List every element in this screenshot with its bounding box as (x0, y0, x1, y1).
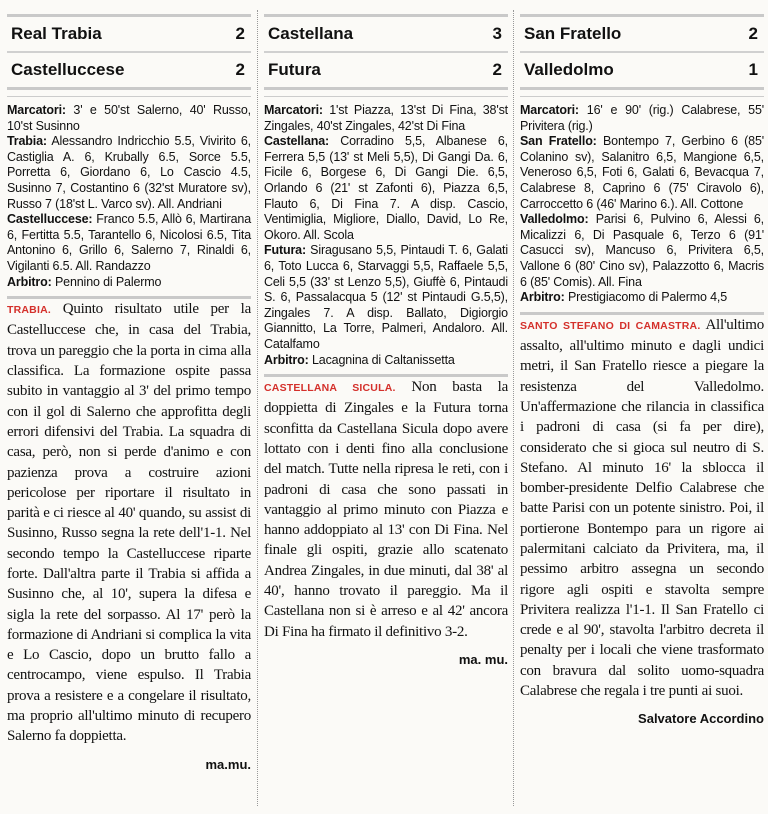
scorers-label: Marcatori: (520, 103, 579, 117)
column-separator (513, 10, 514, 806)
home-lineup-text: Bontempo 7, Gerbino 6 (85' Colanino sv), Salanitro 6,5, Mangione 6,5, Veneroso 6,5, Foti 6, Galati 6, Bevacqua 7, Calabrese 8, Caprino 6 (75' Ciravolo 6), Carroccetto 6 (46' Marino 6.). All. Cottone (520, 134, 764, 211)
scorers-label: Marcatori: (264, 103, 323, 117)
home-scoreline (7, 14, 251, 52)
away-team: Valledolmo (524, 60, 614, 79)
referee-label: Arbitro: (7, 274, 52, 289)
home-lineup-label: San Fratello: (520, 134, 597, 149)
match-column-1 (7, 14, 251, 772)
report-text: All'ultimo assalto, all'ultimo minuto e dagli undici metri, il San Fratello riesce a piegare la resistenza del Valledolmo. Un'affermazione che rilancia in classifica i padroni di casa (si fa per dire), considerato che si gioca sul neutro di S. Stefano. Al minuto 16' la sblocca il bomber-presidente Delfio Calabrese che batte Parisi con un potente sinistro. Poi, il portierone Bontempo para un rigore ai palermitani calciato da Privitera, ma, il pessimo arbitro assegna un secondo rigore agli ospiti e stavolta sempre Privitera realizza l'1-1. Il San Fratello ci crede e al 90', stavolta l'arbitro decreta il penalty per i locali che viene trasformato con bravura dal solito uomo-squadra Calabrese che regala i tre punti ai suoi. (520, 316, 764, 700)
match-column-3 (520, 14, 764, 726)
home-lineup-label: Castellana: (264, 134, 330, 149)
match-report (264, 377, 508, 642)
away-lineup-label: Valledolmo: (520, 212, 589, 227)
divider (520, 90, 764, 97)
home-team: Real Trabia (11, 24, 102, 43)
home-score: 2 (748, 24, 758, 43)
away-lineup-text: Parisi 6, Pulvino 6, Alessi 6, Micalizzi 6, Di Pasquale 6, Terzo 6 (91' Casucci sv), Mancuso 6, Privitera 6,5, Vallone 6 (80' Cino sv), Palazzotto 6, Macris 6 (85' Comis). All. Fina (520, 212, 765, 289)
away-lineup (520, 212, 764, 290)
referee-label: Arbitro: (520, 290, 565, 305)
away-score: 2 (235, 60, 245, 79)
scorers-label: Marcatori: (7, 103, 66, 117)
away-lineup-text: Siragusano 5,5, Pintaudi T. 6, Galati 6, Toto Lucca 6, Starvaggi 5,5, Raffaele 5,5, Celi 5,5 (33' st Lenzo 5,5), Giuffè 6, Pintaudi S. 6, Passalacqua 5 (12' st Pintaudi G.5,5), Zingales 7. A disp. Ballato, Digiorgio Giannitto, La Torre, Palmeri, Andaloro. All. Catalfamo (264, 243, 509, 351)
signature: ma.mu. (205, 756, 251, 772)
match-report (520, 315, 764, 702)
away-team: Futura (268, 60, 321, 79)
referee-text: Pennino di Palermo (54, 274, 162, 289)
away-lineup (7, 212, 251, 274)
home-lineup (520, 134, 764, 212)
referee-text: Lacagnina di Caltanissetta (311, 352, 455, 367)
dateline: SANTO STEFANO DI CAMASTRA. (520, 319, 701, 332)
home-lineup-text: Corradino 5,5, Albanese 6, Ferrera 5,5 (13' st Meli 5,5), Di Gangi Da. 6, Ficile 6, Borgese 6, Di Gangi Die. 6,5, Orlando 6 (21' st Zafonti 6), Piazza 6,5, Flauto 6, Di Fina 7. A disp. Cascio, Ventimiglia, Migliore, Diallo, David, Lo Re, Okoro. All. Scola (264, 134, 508, 242)
scorers (264, 103, 508, 134)
home-team: San Fratello (524, 24, 622, 43)
dateline: TRABIA. (7, 304, 51, 317)
home-scoreline (520, 14, 764, 52)
scorers-text: 1'st Piazza, 13'st Di Fina, 38'st Zingales, 40'st Zingales, 42'st Di Fina (264, 103, 508, 133)
match-tabellino (520, 103, 764, 315)
match-tabellino (264, 103, 508, 377)
signature: ma. mu. (458, 651, 508, 667)
away-lineup (264, 243, 508, 352)
scorers (520, 103, 764, 134)
away-scoreline (264, 52, 508, 90)
match-tabellino (7, 103, 251, 299)
home-lineup-label: Trabia: (7, 134, 47, 149)
away-scoreline (7, 52, 251, 90)
away-score: 2 (492, 60, 502, 79)
home-lineup (264, 134, 508, 243)
home-score: 3 (492, 24, 502, 43)
referee-text: Prestigiacomo di Palermo 4,5 (567, 290, 728, 305)
dateline: CASTELLANA SICULA. (264, 382, 396, 395)
scorers-text: 3' e 50'st Salerno, 40' Russo, 10'st Susinno (7, 103, 252, 133)
home-score: 2 (235, 24, 245, 43)
referee (520, 290, 764, 315)
divider (264, 90, 508, 97)
match-column-2 (264, 14, 508, 667)
match-report (7, 299, 251, 747)
report-text: Non basta la doppietta di Zingales e la Futura torna sconfitta da Castellana Sicula dopo avere lottato con i denti fino alla conclusione del match. Tutte nella ripresa le reti, con i padroni di casa che sono passati in vantaggio al primo minuto con Piazza e hanno addoppiato al 13' con Di Fina. Nel finale gli ospiti, grazie allo scatenato Andrea Zingales, in due minuti, dal 38' al 40', hanno trovato il pareggio. Ma il Castellana non si è arreso e al 42' ancora Di Fina ha firmato il definitivo 3-2. (264, 379, 509, 640)
home-lineup-text: Alessandro Indricchio 5.5, Vivirito 6, Castiglia A. 6, Krubally 6.5, Sorce 5.5, Porretta 6, Giordano 6, Lo Cascio 4.5, Susinno 7, Costantino 6 (32'st Muratore sv), Russo 7 (18'st L. Varco sv). All. Andriani (7, 134, 252, 211)
divider (7, 90, 251, 97)
away-lineup-label: Futura: (264, 243, 306, 258)
referee (7, 275, 251, 300)
referee (264, 353, 508, 378)
home-lineup (7, 134, 251, 212)
column-separator (257, 10, 258, 806)
referee-label: Arbitro: (264, 352, 309, 367)
home-team: Castellana (268, 24, 354, 43)
away-lineup-label: Castelluccese: (7, 212, 93, 227)
report-text: Quinto risultato utile per la Castelluccese che, in casa del Trabia, trova un pareggio che la porta in cima alla classifica. La formazione ospite passa subito in vantaggio al 3' del primo tempo con il gol di Salerno che approfitta degli errori difensivi del Trabia. La squadra di casa, però, non si perde d'animo e con pazienza prova a costruire azioni pericolose per riportare il risultato in parità e ci riesce al 40' quando, su assist di Susinno, Russo segna la rete dell'1-1. Nel secondo tempo la Castelluccese riparte forte. Dall'altra parte il Trabia si affida a Susinno che, al 10', supera la difesa e sigla la rete del sorpasso. Al 17' però la formazione di Andriani si complica la vita e Lo Cascio, dopo un brutto fallo a centrocampo, viene espulso. Il Trabia prova a resistere e a congelare il risultato, ma proprio all'ultimo minuto di recupero Salerno fa doppietta. (7, 301, 252, 745)
scorers-text: 16' e 90' (rig.) Calabrese, 55' Privitera (rig.) (520, 103, 764, 133)
signature: Salvatore Accordino (638, 711, 764, 727)
scorers (7, 103, 251, 134)
home-scoreline (264, 14, 508, 52)
away-scoreline (520, 52, 764, 90)
away-team: Castelluccese (11, 60, 125, 79)
away-score: 1 (748, 60, 758, 79)
away-lineup-text: Franco 5.5, Allò 6, Martirana 6, Fertitta 5.5, Tarantello 6, Nicolosi 6.5, Tita Antonino 6, Grillo 6, Salerno 7, Rinaldi 6, Vigilanti 6.5. All. Randazzo (7, 212, 252, 273)
